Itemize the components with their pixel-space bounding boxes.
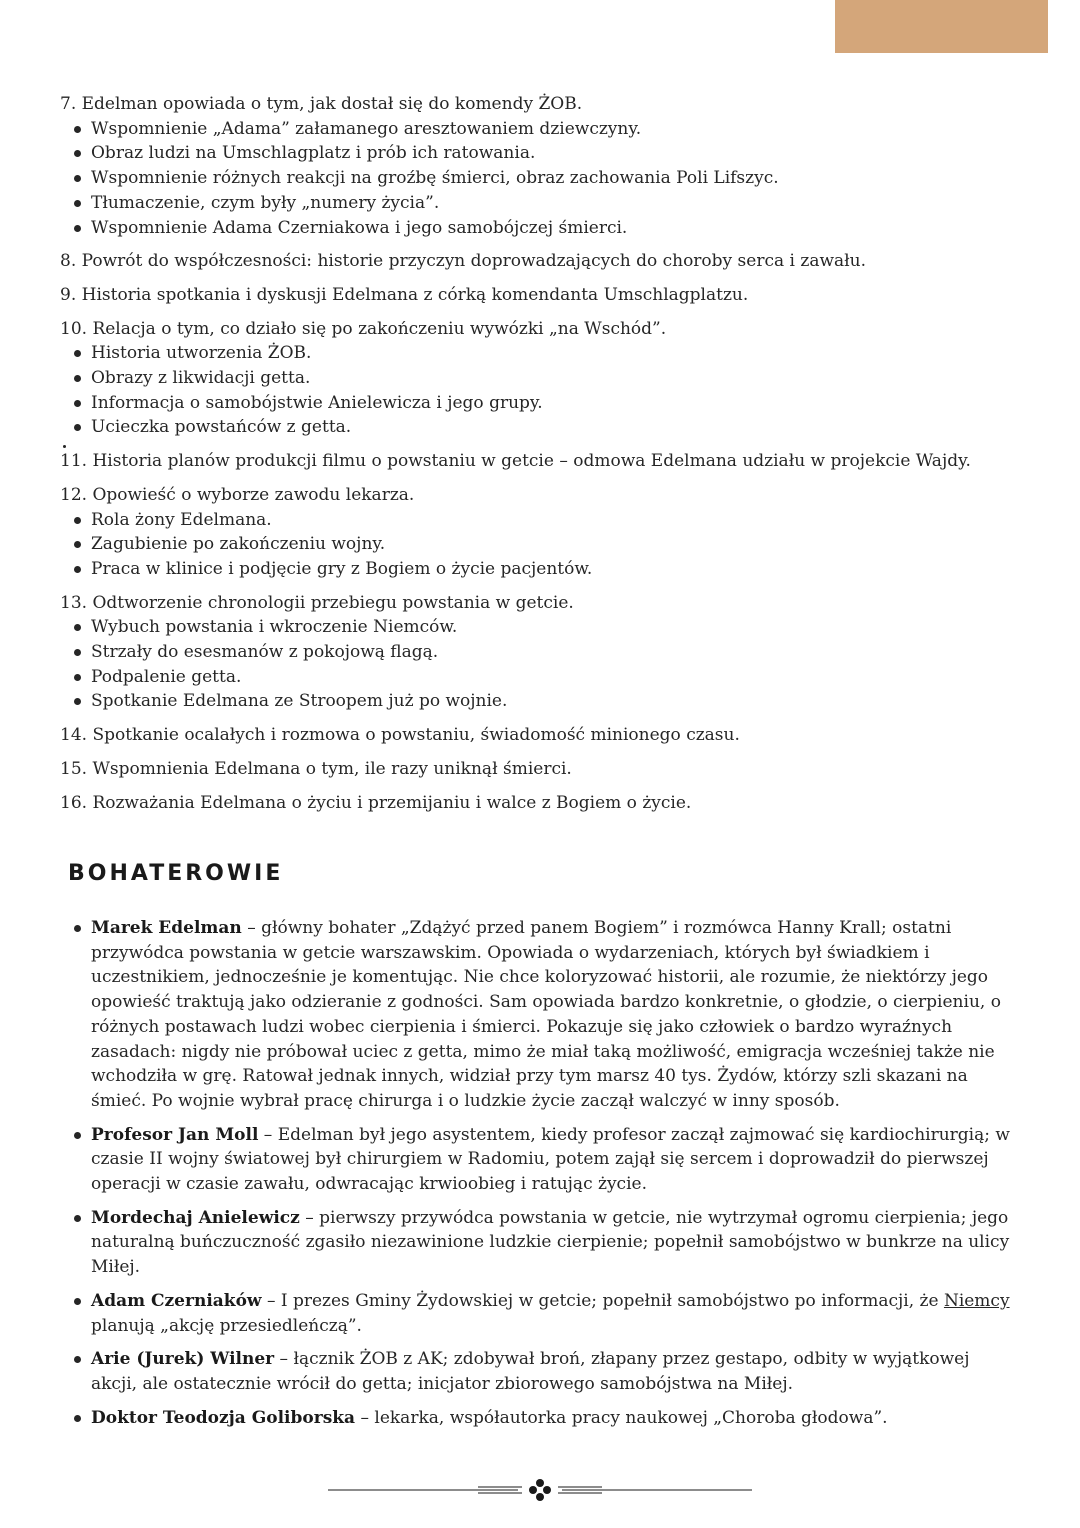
niemcy-link[interactable]: Niemcy [943, 1290, 1010, 1311]
plan-subitem: Tłumaczenie, czym były „numery życia”. [60, 191, 1020, 216]
plan-subitems [60, 117, 1020, 241]
plan-subitem: Obrazy z likwidacji getta. [60, 366, 1020, 391]
plan-item-text: 10. Relacja o tym, co działo się po zakończeniu wywózki „na Wschód”. [60, 318, 667, 339]
plan-item-text: 14. Spotkanie ocalałych i rozmowa o powstaniu, świadomość minionego czasu. [60, 725, 740, 746]
plan-subitem: Rola żony Edelmana. [60, 508, 1020, 533]
plan-subitem: Strzały do esesmanów z pokojową flagą. [60, 640, 1020, 665]
plan-item [60, 591, 1020, 715]
plan-subitem: Wybuch powstania i wkroczenie Niemców. [60, 615, 1020, 640]
plan-subitems [60, 508, 1020, 582]
plan-item [60, 449, 1020, 474]
plan-subitem: Ucieczka powstańców z getta. [60, 415, 1020, 440]
character-description: – łącznik ŻOB z AK; zdobywał broń, złapany przez gestapo, odbity w wyjątkowej akcji, ale ostatecznie wrócił do getta; inicjator zbiorowego samobójstwa na Miłej. [91, 1349, 970, 1394]
stray-dot [63, 445, 66, 448]
plan-item-text: 16. Rozważania Edelmana o życiu i przemijaniu i walce z Bogiem o życie. [60, 792, 692, 813]
plan-item-text: 15. Wspomnienia Edelmana o tym, ile razy uniknął śmierci. [60, 758, 572, 779]
character-description: – główny bohater „Zdążyć przed panem Bogiem” i rozmówca Hanny Krall; ostatni przywódca powstania w getcie warszawskim. Opowiada o wydarzeniach, których był świadkiem i uczestnikiem, jednocześnie je komentując. Nie chce koloryzować historii, ale rozumie, że niektórzy jego opowieść traktują jako odzieranie z godności. Sam opowiada bardzo konkretnie, o głodzie, o cierpieniu, o różnych postawach ludzi wobec cierpienia i śmierci. Pokazuje się jako człowiek o bardzo wyraźnych zasadach: nigdy nie próbował uciec z getta, mimo że miał taką możliwość, emigracja wcześniej także nie wchodziła w grę. Ratował jednak innych, widział przy tym marsz 40 tys. Żydów, którzy szli skazani na śmieć. Po wojnie wybrał pracę chirurga i o ludzkie życie zaczął walczyć w inny sposób. [91, 918, 1001, 1111]
character-description: – pierwszy przywódca powstania w getcie, nie wytrzymał ogromu cierpienia; jego naturalną buńczuczność zgasiło niezawinione ludzkie cierpienie; popełnił samobójstwo w bunkrze na ulicy Miłej. [91, 1207, 1010, 1278]
plan-subitem: Wspomnienie „Adama” załamanego aresztowaniem dziewczyny. [60, 117, 1020, 142]
plan-list [60, 92, 1020, 824]
plan-subitem: Podpalenie getta. [60, 665, 1020, 690]
section-heading: BOHATEROWIE [68, 861, 284, 886]
plan-item-text: 13. Odtworzenie chronologii przebiegu powstania w getcie. [60, 592, 574, 613]
plan-subitem: Wspomnienie różnych reakcji na groźbę śmierci, obraz zachowania Poli Lifszyc. [60, 166, 1020, 191]
character-description: – lekarka, współautorka pracy naukowej „Choroba głodowa”. [355, 1407, 888, 1428]
character-item [60, 1206, 1020, 1280]
plan-item-text: 12. Opowieść o wyborze zawodu lekarza. [60, 484, 415, 505]
divider-fleuron-icon [328, 1478, 752, 1502]
character-name: Mordechaj Anielewicz [91, 1207, 300, 1228]
plan-item [60, 791, 1020, 816]
plan-item [60, 249, 1020, 274]
character-item [60, 1123, 1020, 1197]
plan-item [60, 92, 1020, 240]
character-name: Profesor Jan Moll [91, 1124, 259, 1145]
plan-subitem: Historia utworzenia ŻOB. [60, 341, 1020, 366]
character-name: Adam Czerniaków [91, 1290, 262, 1311]
plan-item [60, 317, 1020, 441]
corner-accent-tab [835, 0, 1048, 53]
character-description: – I prezes Gminy Żydowskiej w getcie; popełnił samobójstwo po informacji, że [261, 1290, 944, 1311]
plan-item [60, 283, 1020, 308]
character-item [60, 1289, 1020, 1338]
plan-item [60, 757, 1020, 782]
plan-subitem: Praca w klinice i podjęcie gry z Bogiem o życie pacjentów. [60, 557, 1020, 582]
plan-subitem: Obraz ludzi na Umschlagplatz i prób ich ratowania. [60, 141, 1020, 166]
plan-subitems [60, 341, 1020, 440]
plan-item-text: 11. Historia planów produkcji filmu o powstaniu w getcie – odmowa Edelmana udziału w projekcie Wajdy. [60, 451, 971, 472]
character-item [60, 916, 1020, 1114]
character-description-end: planują „akcję przesiedleńczą”. [91, 1315, 362, 1336]
character-name: Doktor Teodozja Goliborska [91, 1407, 356, 1428]
plan-subitem: Spotkanie Edelmana ze Stroopem już po wojnie. [60, 689, 1020, 714]
plan-subitem: Zagubienie po zakończeniu wojny. [60, 532, 1020, 557]
character-name: Marek Edelman [91, 918, 242, 938]
plan-item-text: 9. Historia spotkania i dyskusji Edelmana z córką komendanta Umschlagplatzu. [60, 284, 749, 305]
characters-list [60, 916, 1020, 1439]
character-item [60, 1347, 1020, 1396]
plan-item [60, 723, 1020, 748]
character-description: – Edelman był jego asystentem, kiedy profesor zaczął zajmować się kardiochirurgią; w czasie II wojny światowej był chirurgiem w Radomiu, potem zajął się sercem i doprowadził do pierwszej operacji w czasie zawału, odwracając krwioobieg i ratując życie. [91, 1124, 1010, 1195]
plan-subitem: Informacja o samobójstwie Anielewicza i jego grupy. [60, 391, 1020, 416]
plan-item-text: 8. Powrót do współczesności: historie przyczyn doprowadzających do choroby serca i zawału. [60, 251, 867, 272]
character-name: Arie (Jurek) Wilner [91, 1349, 275, 1370]
plan-item-text: 7. Edelman opowiada o tym, jak dostał się do komendy ŻOB. [60, 94, 583, 114]
plan-subitems [60, 615, 1020, 714]
plan-item [60, 483, 1020, 582]
plan-subitem: Wspomnienie Adama Czerniakowa i jego samobójczej śmierci. [60, 216, 1020, 241]
character-item [60, 1406, 1020, 1431]
